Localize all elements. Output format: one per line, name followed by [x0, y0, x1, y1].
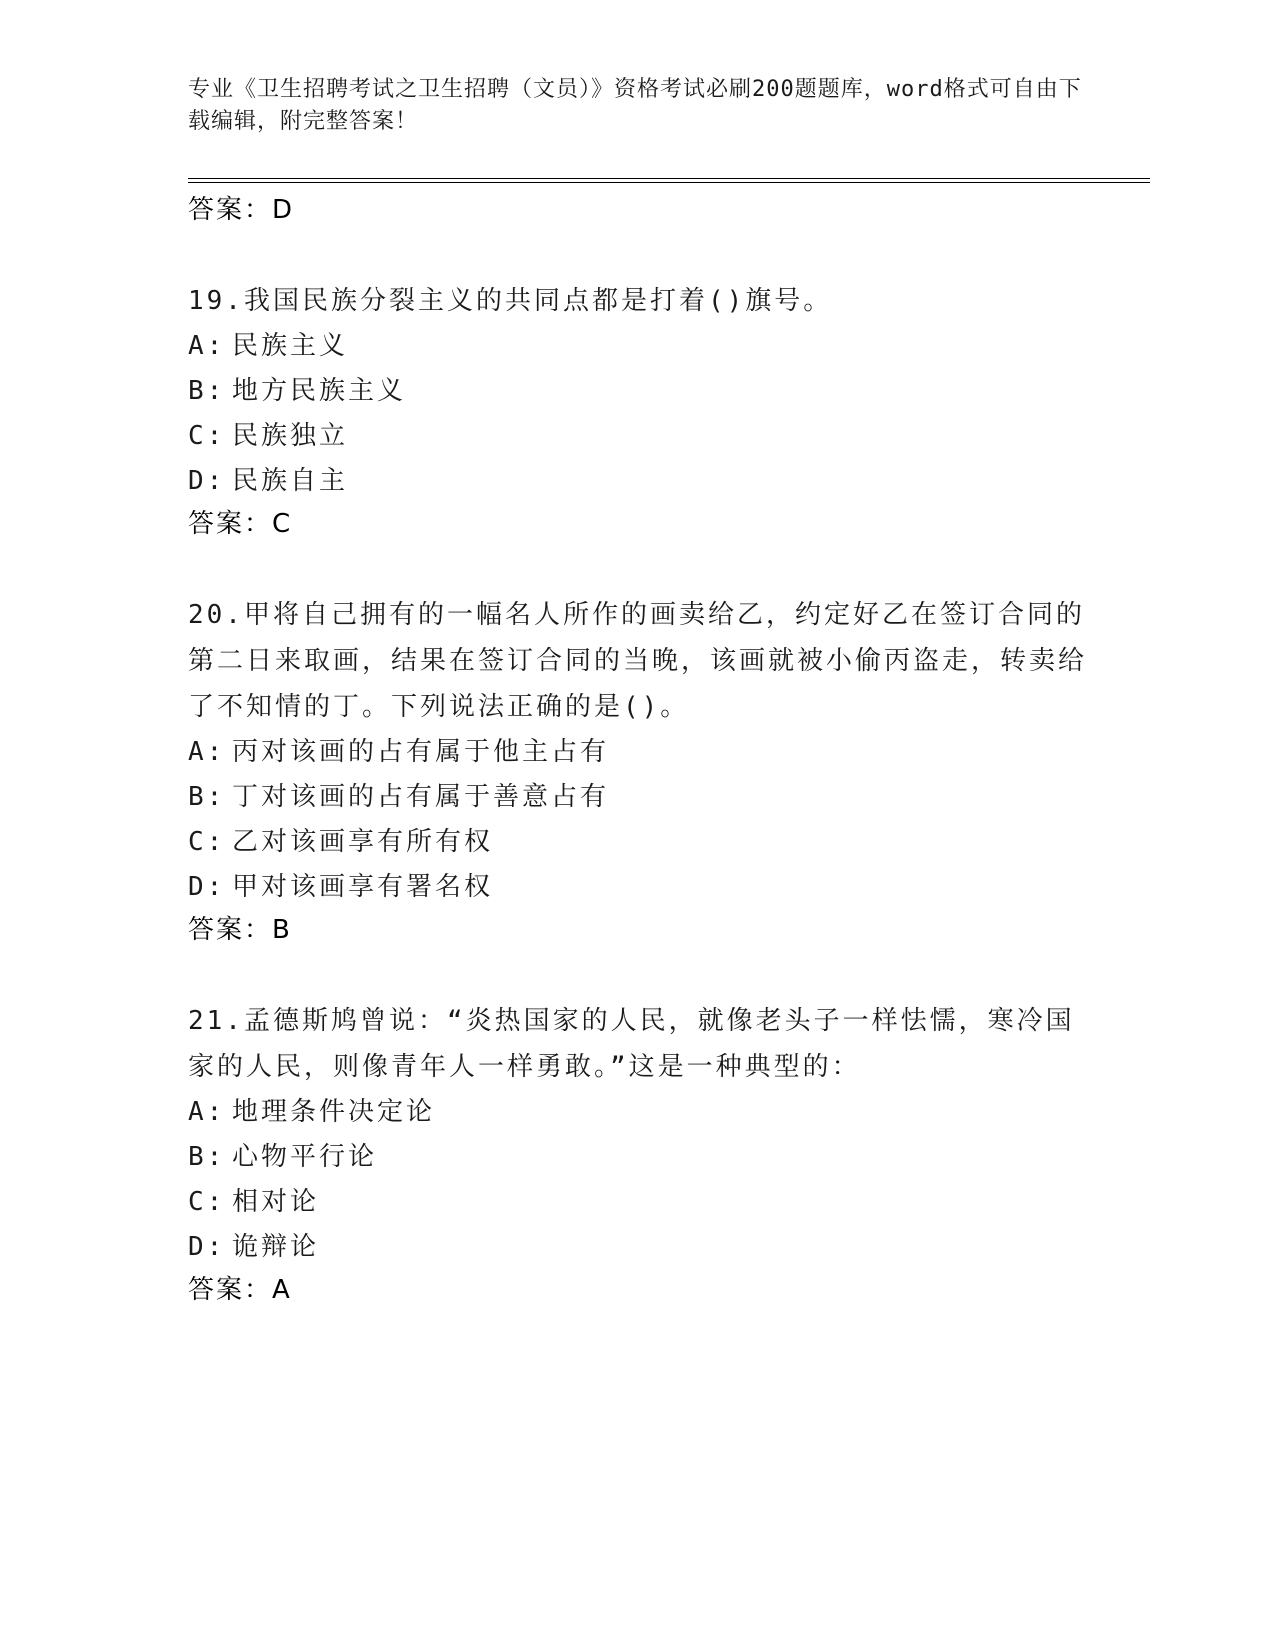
question-20 [188, 592, 1088, 950]
option-text: 心物平行论 [232, 1142, 378, 1172]
option-d [188, 1225, 1088, 1270]
option-c [188, 820, 1088, 865]
question-stem: 20.甲将自己拥有的一幅名人所作的画卖给乙，约定好乙在签订合同的第二日来取画，结果在签订合同的当晚，该画就被小偷丙盗走，转卖给了不知情的丁。下列说法正确的是()。 [188, 600, 1088, 722]
option-d [188, 459, 1088, 504]
option-letter: B: [188, 1142, 226, 1172]
option-text: 甲对该画享有署名权 [232, 872, 494, 902]
option-c [188, 1180, 1088, 1225]
option-letter: D: [188, 872, 226, 902]
option-a [188, 1090, 1088, 1135]
option-text: 丙对该画的占有属于他主占有 [232, 737, 610, 767]
answer-line: 答案：C [188, 509, 293, 539]
option-c [188, 414, 1088, 459]
option-text: 地理条件决定论 [232, 1097, 436, 1127]
option-letter: C: [188, 1187, 226, 1217]
question-stem: 21.孟德斯鸠曾说：“炎热国家的人民，就像老头子一样怯懦，寒冷国家的人民，则像青年人一样勇敢。”这是一种典型的： [188, 1006, 1075, 1082]
option-letter: D: [188, 466, 226, 496]
option-letter: A: [188, 331, 226, 361]
option-letter: B: [188, 376, 226, 406]
option-letter: B: [188, 782, 226, 812]
question-19 [188, 278, 1088, 544]
option-text: 地方民族主义 [232, 376, 407, 406]
question-21 [188, 998, 1088, 1310]
previous-answer: 答案：D [188, 195, 295, 225]
option-a [188, 730, 1088, 775]
option-letter: A: [188, 737, 226, 767]
option-text: 丁对该画的占有属于善意占有 [232, 782, 610, 812]
option-text: 相对论 [232, 1187, 320, 1217]
option-text: 诡辩论 [232, 1232, 320, 1262]
document-body [188, 190, 1088, 1310]
option-b [188, 1135, 1088, 1180]
option-b [188, 775, 1088, 820]
question-stem: 19.我国民族分裂主义的共同点都是打着()旗号。 [188, 286, 833, 316]
page-header: 专业《卫生招聘考试之卫生招聘（文员）》资格考试必刷200题题库，word格式可自由下载编辑，附完整答案！ [188, 77, 1082, 134]
option-letter: C: [188, 421, 226, 451]
option-text: 乙对该画享有所有权 [232, 827, 494, 857]
option-d [188, 865, 1088, 910]
option-b [188, 369, 1088, 414]
header-divider [188, 178, 1150, 183]
answer-line: 答案：B [188, 915, 292, 945]
option-letter: D: [188, 1232, 226, 1262]
option-text: 民族自主 [232, 466, 349, 496]
option-letter: C: [188, 827, 226, 857]
option-letter: A: [188, 1097, 226, 1127]
option-a [188, 324, 1088, 369]
option-text: 民族主义 [232, 331, 349, 361]
answer-line: 答案：A [188, 1275, 292, 1305]
option-text: 民族独立 [232, 421, 349, 451]
